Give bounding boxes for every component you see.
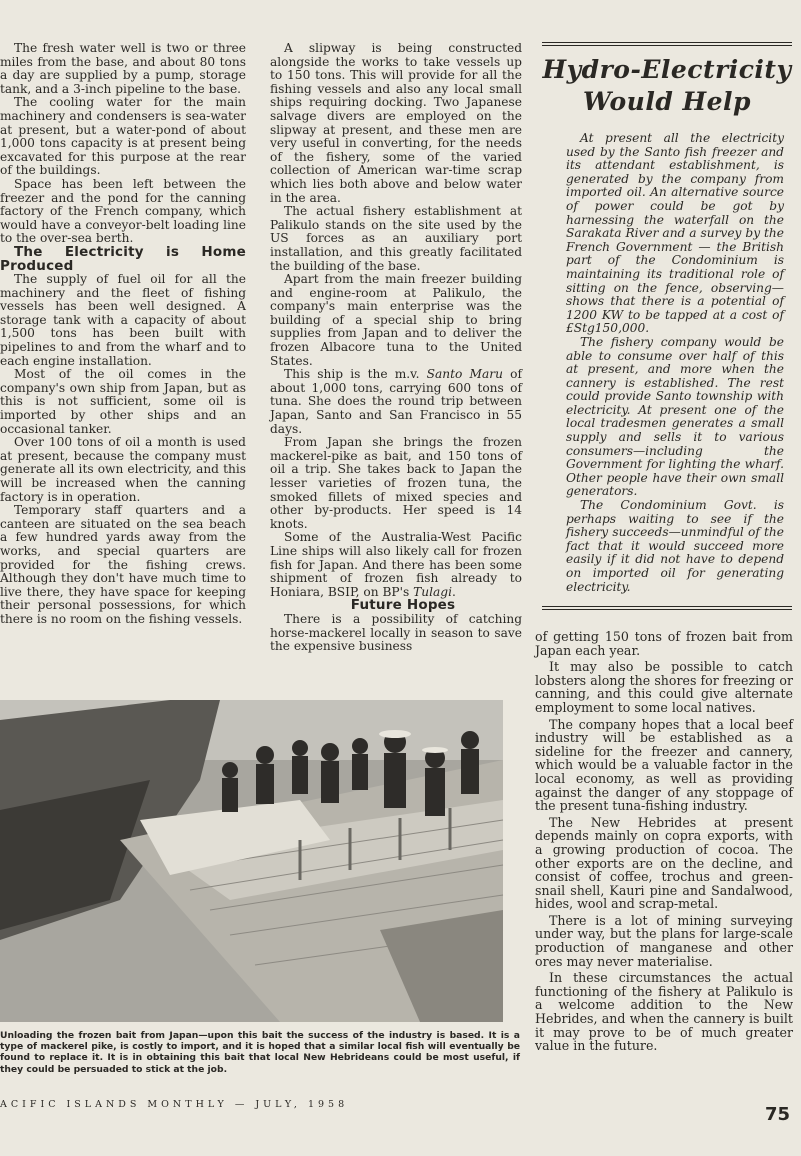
text-run: .: [451, 584, 456, 599]
paragraph: [270, 531, 522, 599]
paragraph: The Condominium Govt. is perhaps waiting to see if the fishery succeeds—unmindful of the fact that it would succeed more easily if it did not have to depend on imported oil for generating electricity.: [566, 498, 784, 594]
paragraph: There is a lot of mining surveying under way, but the plans for large-scale production of manganese and other ores may never materialise.: [535, 912, 793, 969]
paragraph: The company hopes that a local beef industry will be established as a sideline for the freezer and cannery, which would be a valuable factor in the local economy, as well as providing against the danger of any stoppage of the present tuna-fishing industry.: [535, 716, 793, 814]
paragraph: [270, 368, 522, 436]
paragraph: The actual fishery establishment at Palikulo stands on the site used by the US forces as an auxiliary port installation, and this greatly facilitated the building of the base.: [270, 204, 522, 273]
section-heading-electricity: The Electricity is Home Produced: [0, 243, 246, 274]
photo-caption: Unloading the frozen bait from Japan—upon this bait the success of the industry is based. It is a type of mackerel pike, is costly to import, and it is hoped that a similar local fish will eventually be found to replace it. It is in obtaining this bait that local New Hebrideans could be most useful, if they could be persuaded to stick at the job.: [0, 1030, 520, 1075]
paragraph: The cooling water for the main machinery and condensers is sea-water at present, but a water-pond of about 1,000 tons capacity is at present being excavated for this purpose at the rear of the buildings.: [0, 95, 246, 178]
sidebar-title-line-1: Hydro-Electricity: [542, 55, 792, 84]
paragraph: There is a possibility of catching horse-mackerel locally in season to save the expensive business: [270, 611, 522, 654]
article-column-3: [535, 630, 793, 1100]
paragraph: Temporary staff quarters and a canteen are situated on the sea beach a few hundred yards away from the works, and special quarters are provided for the fishing crews. Although they don't have much time to live there, they have space for keeping their personal possessions, for which there is no room on the fishing vessels.: [0, 503, 246, 626]
photo-unloading-bait: [0, 700, 503, 1022]
paragraph: In these circumstances the actual functioning of the fishery at Palikulo is a welcome addition to the New Hebrides, and when the cannery is built it may prove to be of much greater value in the future.: [535, 970, 793, 1054]
sidebar-title-line-2: Would Help: [582, 87, 752, 116]
section-heading-future-hopes: Future Hopes: [350, 597, 456, 614]
paragraph: Apart from the main freezer building and engine-room at Palikulo, the company's main enterprise was the building of a special ship to bring supplies from Japan and to deliver the frozen Albacore tuna to the United States.: [270, 272, 522, 368]
sidebar-body: [566, 132, 784, 602]
text-run: of about 1,000 tons, carrying 600 tons of tuna. She does the round trip between Japan, Santo and San Francisco in 55 days.: [270, 367, 522, 436]
photo-illustration: [0, 700, 503, 1022]
paragraph: Over 100 tons of oil a month is used at present, because the company must generate all its own electricity, and this will be increased when the canning factory is in operation.: [0, 435, 246, 504]
paragraph: At present all the electricity used by the Santo fish freezer and its attendant establishment, is generated by the company from imported oil. An alternative source of power could be got by harnessing the waterfall on the Sarakata River and a survey by the French Government — the British part of the Condominium is maintaining its traditional role of sitting on the fence, observing—shows that there is a potential of 1200 KW to be tapped at a cost of £Stg150,000.: [566, 131, 784, 336]
paragraph: The New Hebrides at present depends mainly on copra exports, with a growing production of cocoa. The other exports are on the decline, and consist of coffee, trochus and green-snail shell, Kauri pine and Sandalwood, hides, wool and scrap-metal.: [535, 814, 793, 912]
text-run: This ship is the m.v.: [284, 367, 427, 382]
sidebar-title: [542, 42, 792, 134]
paragraph: It may also be possible to catch lobsters along the shores for freezing or canning, and this could give alternate employment to some local natives.: [535, 659, 793, 715]
paragraph: Space has been left between the freezer and the pond for the canning factory of the French company, which would have a conveyor-belt loading line to the over-sea berth.: [0, 176, 246, 246]
text-run: Some of the Australia-West Pacific Line ships will also likely call for frozen fish for Japan. And there has been some shipment of frozen fish already to Honiara, BSIP, on BP's: [270, 530, 522, 599]
ship-name: Tulagi: [413, 584, 452, 599]
paragraph: A slipway is being constructed alongside the works to take vessels up to 150 tons. This will provide for all the fishing vessels and also any local small ships requiring docking. Two Japanese salvage divers are employed on the slipway at present, and these men are very useful in converting, for the needs of the fishery, some of the varied collection of American war-time scrap which lies both above and below water in the area.: [270, 41, 522, 205]
paragraph: The fresh water well is two or three miles from the base, and about 80 tons a day are supplied by a pump, storage tank, and a 3-inch pipeline to the base.: [0, 41, 246, 96]
paragraph: The supply of fuel oil for all the machinery and the fleet of fishing vessels has been well designed. A storage tank with a capacity of about 1,500 tons has been built with pipelines to and from the wharf and to each engine installation.: [0, 272, 246, 368]
page-number: 75: [765, 1104, 791, 1125]
paragraph: Most of the oil comes in the company's own ship from Japan, but as this is not sufficient, some oil is imported by other ships and an occasional tanker.: [0, 367, 246, 436]
running-footer: ACIFIC ISLANDS MONTHLY — JULY, 1958: [0, 1099, 349, 1110]
paragraph: The fishery company would be able to consume over half of this at present, and more when the cannery is established. The rest could provide Santo township with electricity. At present one of the local tradesmen generates a small supply and sells it to various consumers—including the Government for lighting the wharf. Other people have their own small generators.: [566, 334, 784, 499]
paragraph: of getting 150 tons of frozen bait from Japan each year.: [535, 629, 793, 658]
sidebar-bottom-rule: [542, 606, 792, 610]
article-column-2: [270, 41, 522, 654]
paragraph: From Japan she brings the frozen mackerel-pike as bait, and 150 tons of oil a trip. She takes back to Japan the lesser varieties of frozen tuna, the smoked fillets of mixed species and other by-products. Her speed is 14 knots.: [270, 435, 522, 531]
ship-name: Santo Maru: [426, 367, 503, 382]
article-column-1: [0, 42, 246, 682]
